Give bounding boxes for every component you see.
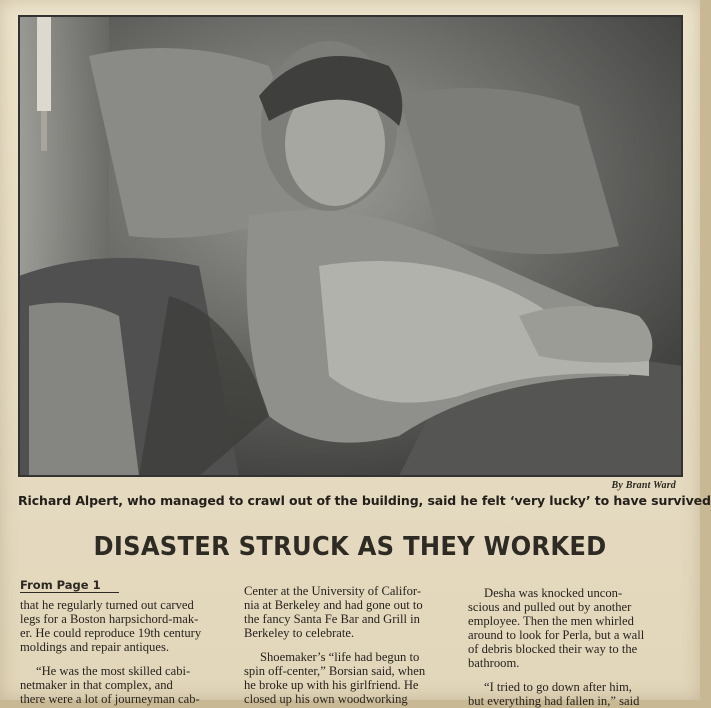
text-line: legs for a Boston harpsichord-mak-	[20, 612, 199, 626]
text-line: of debris blocked their way to the	[468, 642, 638, 656]
text-line: moldings and repair antiques.	[20, 640, 169, 654]
article-column-3	[468, 586, 682, 708]
text-line	[244, 650, 458, 664]
text-span: “I tried to go down after him,	[484, 680, 632, 694]
text-span: Desha was knocked uncon-	[484, 586, 623, 600]
text-line	[468, 586, 682, 600]
text-line: Berkeley to celebrate.	[244, 626, 355, 640]
article-column-2	[244, 584, 458, 706]
text-line	[468, 680, 682, 694]
text-line: nia at Berkeley and had gone out to	[244, 598, 423, 612]
text-line: closed up his own woodworking	[244, 692, 408, 706]
text-line	[20, 664, 232, 678]
photo-man-on-pillows-icon	[19, 16, 682, 476]
headline: DISASTER STRUCK AS THEY WORKED	[93, 532, 607, 562]
text-line: the fancy Santa Fe Bar and Grill in	[244, 612, 420, 626]
text-line: but everything had fallen in,” said	[468, 694, 640, 708]
jump-link[interactable]: From Page 1	[20, 578, 119, 593]
text-span: “He was the most skilled cabi-	[36, 664, 191, 678]
text-line: scious and pulled out by another	[468, 600, 632, 614]
text-line: bathroom.	[468, 656, 520, 670]
text-line: he broke up with his girlfriend. He	[244, 678, 419, 692]
photo-caption: Richard Alpert, who managed to crawl out of the building, said he felt ‘very lucky’ to have survived	[18, 493, 711, 508]
photo-credit: By Brant Ward	[611, 480, 676, 491]
article-column-1	[20, 578, 232, 706]
text-line: spin off-center,” Borsian said, when	[244, 664, 426, 678]
text-line: Center at the University of Califor-	[244, 584, 422, 598]
text-line: around to look for Perla, but a wall	[468, 628, 645, 642]
text-line: that he regularly turned out carved	[20, 598, 194, 612]
text-span: Shoemaker’s “life had begun to	[260, 650, 420, 664]
news-photo	[18, 15, 683, 477]
text-line: employee. Then the men whirled	[468, 614, 634, 628]
text-line: there were a lot of journeyman cab-	[20, 692, 200, 706]
text-line: netmaker in that complex, and	[20, 678, 173, 692]
text-line: er. He could reproduce 19th century	[20, 626, 202, 640]
